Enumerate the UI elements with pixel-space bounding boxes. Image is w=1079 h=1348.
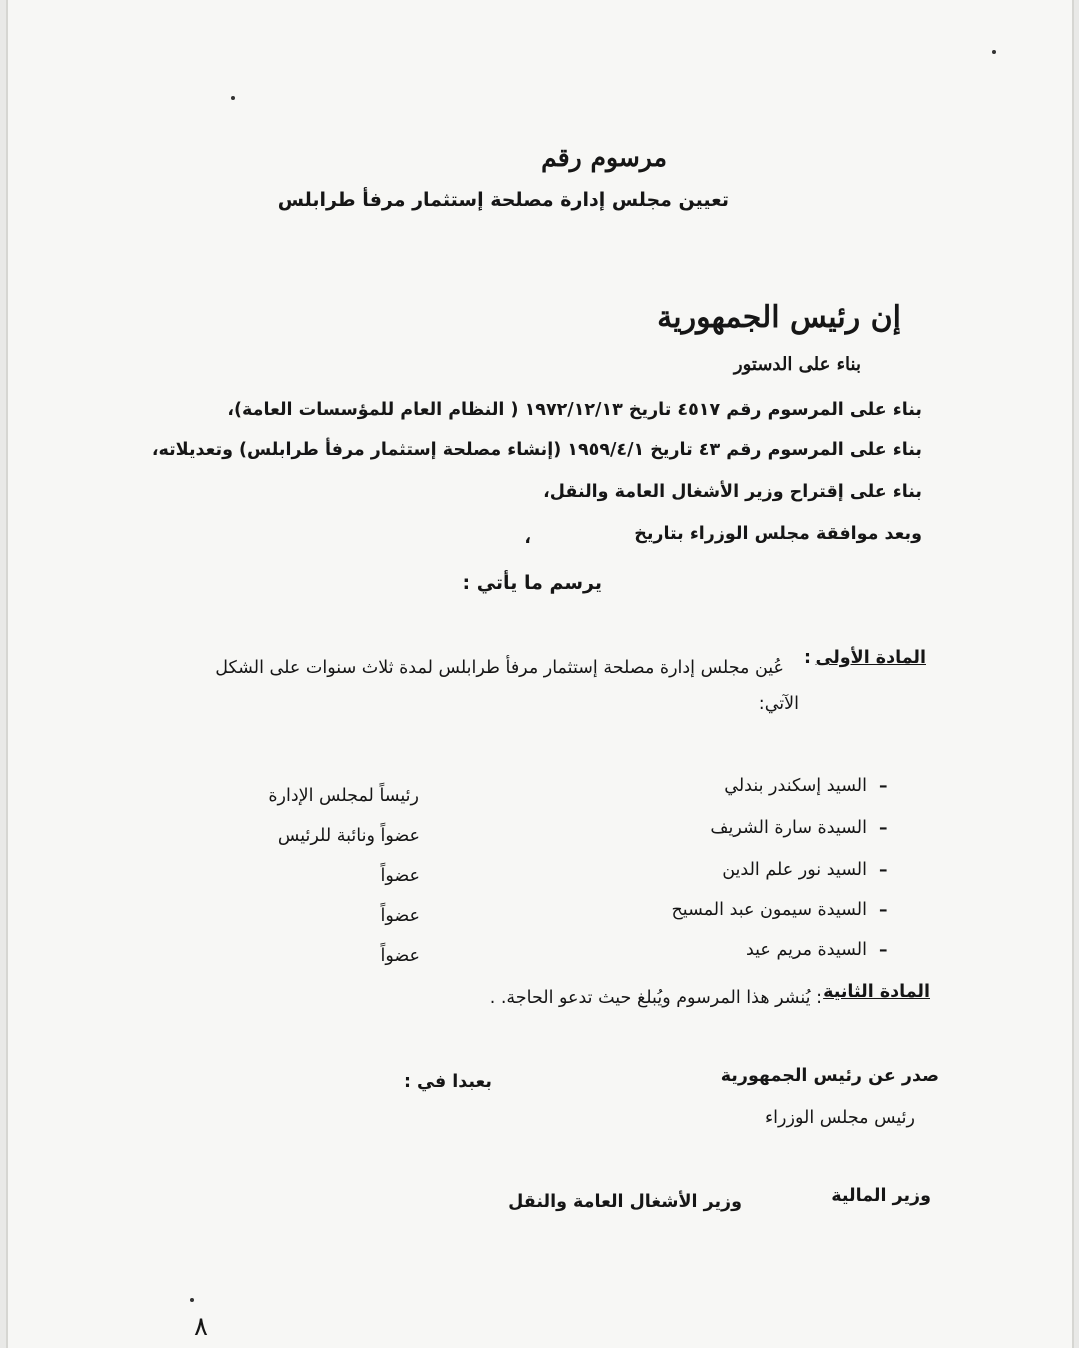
article-1-text: عُين مجلس إدارة مصلحة إستثمار مرفأ طرابلس لمدة ثلاث سنوات على الشكل [215,658,784,678]
article-1-label: المادة الأولى [815,648,926,668]
list-dash: – [879,818,888,838]
page-mark: ٨ [194,1312,208,1342]
president-title: إن رئيس الجمهورية [657,300,901,335]
baabda-date: بعبدا في : [403,1072,492,1092]
preamble-comma: ، [524,528,531,548]
member-name: السيدة سيمون عبد المسيح [671,900,867,920]
list-dash: – [879,940,888,960]
member-role: رئيساً لمجلس الإدارة [268,786,419,806]
list-dash: – [879,860,888,880]
article-1-sep: : [804,648,811,668]
member-role: عضواً [380,866,420,886]
preamble-line-1: بناء على المرسوم رقم ٤٥١٧ تاريخ ١٩٧٢/١٢/١٣ ( النظام العام للمؤسسات العامة)، [227,400,922,420]
member-role: عضواً ونائبة للرئيس [277,826,420,846]
scan-speck [190,1298,194,1302]
scan-speck [231,96,235,100]
document-page [6,0,1074,1348]
article-2-text: : يُنشر هذا المرسوم ويُبلغ حيث تدعو الحاجة. . [489,988,822,1008]
finance-minister: وزير المالية [831,1186,931,1206]
member-role: عضواً [380,946,420,966]
decrees-heading: يرسم ما يأتي : [462,572,602,594]
preamble-line-2: بناء على المرسوم رقم ٤٣ تاريخ ١٩٥٩/٤/١ (إنشاء مصلحة إستثمار مرفأ طرابلس) وتعديلاته، [151,440,922,460]
public-works-minister: وزير الأشغال العامة والنقل [508,1192,742,1212]
preamble-line-4: وبعد موافقة مجلس الوزراء بتاريخ [634,524,922,544]
prime-minister: رئيس مجلس الوزراء [764,1108,915,1128]
article-2-label: المادة الثانية [823,982,930,1002]
member-name: السيد نور علم الدين [722,860,867,880]
scan-speck [992,50,996,54]
article-1-text-cont: الآتي: [758,694,799,714]
list-dash: – [879,776,888,796]
issued-by: صدر عن رئيس الجمهورية [720,1066,939,1086]
decree-number-heading: مرسوم رقم [541,143,667,172]
member-name: السيدة سارة الشريف [710,818,867,838]
member-name: السيدة مريم عيد [745,940,867,960]
preamble-line-3: بناء على إقتراح وزير الأشغال العامة والنقل، [543,482,922,502]
constitution-basis: بناء على الدستور [733,354,861,375]
member-name: السيد إسكندر بندلي [724,776,867,796]
member-role: عضواً [380,906,420,926]
list-dash: – [879,900,888,920]
decree-subject: تعيين مجلس إدارة مصلحة إستثمار مرفأ طرابلس [277,189,729,211]
